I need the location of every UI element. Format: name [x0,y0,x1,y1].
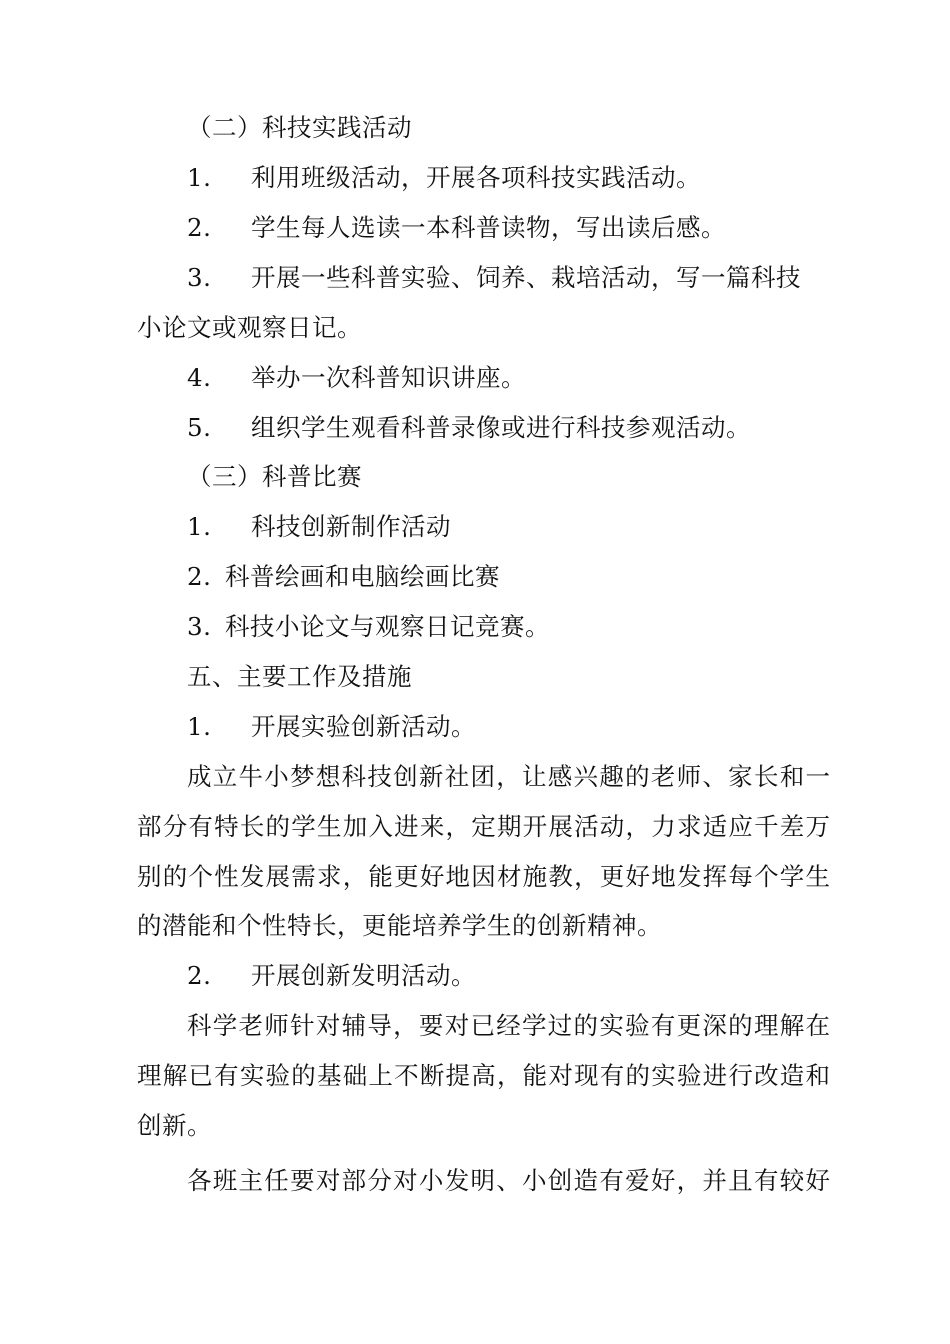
paragraph-line: 理解已有实验的基础上不断提高，能对现有的实验进行改造和 [137,1061,830,1090]
list-item [187,712,476,742]
list-item-number: 1. [187,163,212,192]
section-5-heading: 五、主要工作及措施 [187,662,412,691]
list-item-text: 开展一些科普实验、饲养、栽培活动，写一篇科技 [251,263,801,292]
paragraph-line: 成立牛小梦想科技创新社团，让感兴趣的老师、家长和一 [187,762,830,791]
list-item [187,612,550,642]
list-item [187,363,526,393]
list-item-number: 3. [187,263,212,292]
list-item-text: 组织学生观看科普录像或进行科技参观活动。 [251,413,751,442]
list-item [187,163,701,193]
list-item [187,512,451,542]
paragraph-line: 的潜能和个性特长，更能培养学生的创新精神。 [137,911,662,940]
section-3-heading: （三）科普比赛 [187,462,362,491]
list-item-number: 2. [187,961,212,990]
list-item-number: 4. [187,363,212,392]
section-2-heading: （二）科技实践活动 [187,113,412,142]
list-item-continuation: 小论文或观察日记。 [137,313,362,342]
list-item-text: 开展创新发明活动。 [251,961,476,990]
list-item-number: 1. [187,512,212,541]
paragraph-line: 各班主任要对部分对小发明、小创造有爱好，并且有较好 [187,1166,830,1195]
list-item-text: 利用班级活动，开展各项科技实践活动。 [251,163,701,192]
list-item [187,263,801,293]
list-item-text: 学生每人选读一本科普读物，写出读后感。 [251,213,726,242]
list-item [187,413,751,443]
list-item-text: 举办一次科普知识讲座。 [251,363,526,392]
list-item-text: 科技小论文与观察日记竞赛。 [225,612,550,641]
list-item-text: 开展实验创新活动。 [251,712,476,741]
list-item [187,213,726,243]
list-item-number: 2. [187,213,212,242]
list-item-number: 5. [187,413,212,442]
list-item [187,562,500,592]
list-item-text: 科技创新制作活动 [251,512,451,541]
list-item-number: 3. [187,612,212,641]
list-item-number: 2. [187,562,212,591]
list-item-number: 1. [187,712,212,741]
paragraph-line: 科学老师针对辅导，要对已经学过的实验有更深的理解在 [187,1011,830,1040]
list-item [187,961,476,991]
paragraph-line: 创新。 [137,1111,212,1140]
list-item-text: 科普绘画和电脑绘画比赛 [225,562,500,591]
paragraph-line: 部分有特长的学生加入进来，定期开展活动，力求适应千差万 [137,812,830,841]
paragraph-line: 别的个性发展需求，能更好地因材施教，更好地发挥每个学生 [137,862,830,891]
